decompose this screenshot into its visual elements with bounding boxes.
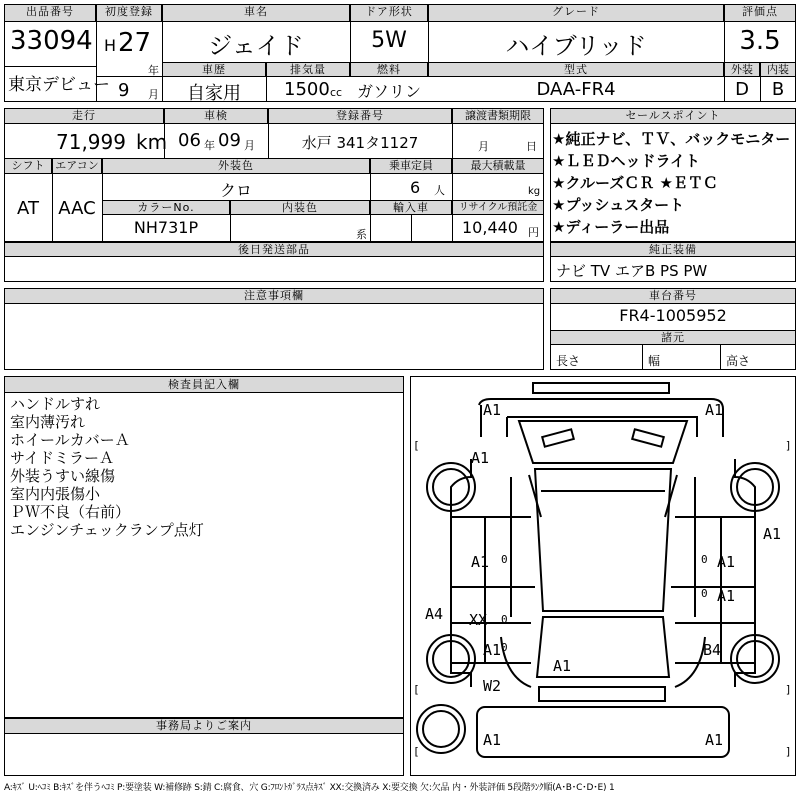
max-load-unit: kg	[528, 186, 541, 197]
bracket-mark: ]	[785, 683, 792, 696]
lot-no: 33094	[10, 26, 93, 56]
inspector-label: 検査員記入欄	[4, 376, 404, 393]
bracket-mark: [	[413, 745, 420, 758]
ac-label: エアコン	[52, 158, 102, 174]
recycle-label: リサイクル預託金	[452, 200, 544, 215]
bracket-mark: [	[413, 683, 420, 696]
displacement-label: 排気量	[266, 62, 350, 77]
model-label: 型式	[428, 62, 724, 77]
reg-month: 9	[118, 80, 130, 101]
door: 5W	[371, 28, 407, 53]
inspection-year: 06	[178, 130, 201, 151]
venue: 東京デビュー	[8, 75, 110, 95]
plate-label: 登録番号	[268, 108, 452, 124]
dims-label: 諸元	[550, 330, 796, 345]
sales-points-label: セールスポイント	[550, 108, 796, 124]
bracket-mark: [	[413, 439, 420, 452]
damage-mark: A1	[471, 449, 490, 467]
chassis-no: FR4-1005952	[619, 306, 727, 325]
exterior-score: D	[735, 79, 749, 100]
grade-label: グレード	[428, 4, 724, 22]
legend: A:ｷｽﾞ U:ﾍｺﾐ B:ｷｽﾞを伴うﾍｺﾐ P:要塗装 W:補修跡 S:錆 C:腐食、穴 G:ﾌﾛﾝﾄｶﾞﾗｽ点ｷｽﾞ XX:交換済み X:要交換 欠:欠品 内・外装評価 5段階ﾗﾝｸ順(A･B･C･D･E) 1	[4, 783, 615, 793]
zero-mark: 0	[501, 553, 508, 566]
inspector-line: ハンドルすれ	[10, 395, 101, 413]
history-label: 車歴	[162, 62, 266, 77]
capacity: 6	[410, 178, 421, 197]
damage-mark: A1	[471, 553, 490, 571]
mileage-unit: km	[136, 130, 168, 154]
zero-mark: 0	[701, 587, 708, 600]
damage-mark: W2	[483, 677, 502, 695]
damage-mark: A1	[717, 587, 736, 605]
width-label: 幅	[648, 354, 661, 368]
displacement-unit: cc	[330, 86, 343, 99]
fuel: ガソリン	[356, 82, 421, 101]
car-name: ジェイド	[208, 32, 304, 60]
interior-score: B	[771, 79, 785, 100]
sales-point: ★ディーラー出品	[552, 218, 670, 236]
lot-no-label: 出品番号	[4, 4, 96, 22]
ext-color: クロ	[219, 181, 252, 200]
capacity-unit: 人	[434, 184, 445, 197]
color-no-label: カラーNo.	[102, 200, 230, 215]
max-load-label: 最大積載量	[452, 158, 544, 174]
deadline-month: 月	[478, 140, 489, 153]
bracket-mark: ]	[785, 439, 792, 452]
inspector-line: 室内薄汚れ	[10, 413, 86, 431]
sales-point: ★ＬＥＤヘッドライト	[552, 152, 700, 170]
ext-color-label: 外装色	[102, 158, 370, 174]
displacement: 1500	[284, 79, 330, 100]
score: 3.5	[739, 26, 781, 56]
reg-month-unit: 月	[148, 88, 159, 101]
plate: 水戸 341タ1127	[301, 134, 419, 152]
sales-point: ★クルーズＣＲ ★ＥＴＣ	[552, 174, 718, 192]
reg-year: 27	[118, 28, 152, 58]
history: 自家用	[187, 83, 241, 104]
color-no: NH731P	[133, 218, 199, 237]
later-parts-label: 後日発送部品	[4, 242, 544, 257]
inspector-line: 室内内張傷小	[10, 485, 101, 503]
ac: AAC	[58, 198, 96, 219]
car-name-label: 車名	[162, 4, 350, 22]
inspection-year-unit: 年	[204, 139, 215, 152]
equipment-label: 純正装備	[550, 242, 796, 257]
zero-mark: 0	[701, 553, 708, 566]
sales-point: ★純正ナビ、ＴＶ、バックモニター	[552, 130, 791, 148]
deadline-label: 譲渡書類期限	[452, 108, 544, 124]
damage-mark: A1	[553, 657, 572, 675]
damage-mark: A1	[763, 525, 782, 543]
bracket-mark: ]	[785, 745, 792, 758]
deadline-day: 日	[526, 140, 537, 153]
zero-mark: 0	[501, 641, 508, 654]
mileage-label: 走行	[4, 108, 164, 124]
equipment-value: ナビ TV エアB PS PW	[556, 262, 708, 280]
inspector-line: ホイールカバーＡ	[10, 431, 130, 449]
damage-mark: A1	[483, 731, 502, 749]
inspector-line: サイドミラーＡ	[10, 449, 114, 467]
shift: AT	[17, 198, 39, 219]
damage-mark: A1	[705, 731, 724, 749]
model: DAA-FR4	[536, 79, 616, 100]
fuel-label: 燃料	[350, 62, 428, 77]
length-label: 長さ	[556, 354, 581, 368]
damage-mark: B4	[703, 641, 722, 659]
damage-mark: XX	[469, 611, 488, 629]
notes-label: 注意事項欄	[4, 288, 544, 304]
import-label: 輸入車	[370, 200, 452, 215]
zero-mark: 0	[501, 613, 508, 626]
grade: ハイブリッド	[505, 32, 647, 60]
car-outline	[411, 377, 795, 775]
score-label: 評価点	[724, 4, 796, 22]
era: H	[104, 36, 117, 55]
inspector-line: エンジンチェックランプ点灯	[10, 521, 204, 539]
damage-mark: A1	[705, 401, 724, 419]
exterior-label: 外装	[724, 62, 760, 77]
recycle: 10,440	[462, 218, 518, 237]
office-label: 事務局よりご案内	[4, 718, 404, 734]
sales-point: ★プッシュスタート	[552, 196, 685, 214]
capacity-label: 乗車定員	[370, 158, 452, 174]
inspector-line: 外装うすい線傷	[10, 467, 116, 485]
inspection-month-unit: 月	[244, 139, 255, 152]
damage-mark: A1	[717, 553, 736, 571]
damage-mark: A1	[483, 401, 502, 419]
interior-label: 内装	[760, 62, 796, 77]
inspector-line: ＰＷ不良（右前）	[10, 503, 131, 521]
int-color-label: 内装色	[230, 200, 370, 215]
height-label: 高さ	[726, 354, 751, 368]
mileage: 71,999	[56, 130, 126, 154]
door-label: ドア形状	[350, 4, 428, 22]
shift-label: シフト	[4, 158, 52, 174]
damage-mark: A1	[483, 641, 502, 659]
recycle-unit: 円	[528, 226, 539, 239]
int-color-suffix: 系	[356, 228, 367, 241]
first-reg-label: 初度登録	[96, 4, 162, 22]
damage-mark: A4	[425, 605, 444, 623]
inspection-label: 車検	[164, 108, 268, 124]
chassis-label: 車台番号	[550, 288, 796, 304]
reg-year-unit: 年	[148, 64, 159, 77]
inspection-month: 09	[218, 130, 241, 151]
car-diagram	[410, 376, 796, 776]
